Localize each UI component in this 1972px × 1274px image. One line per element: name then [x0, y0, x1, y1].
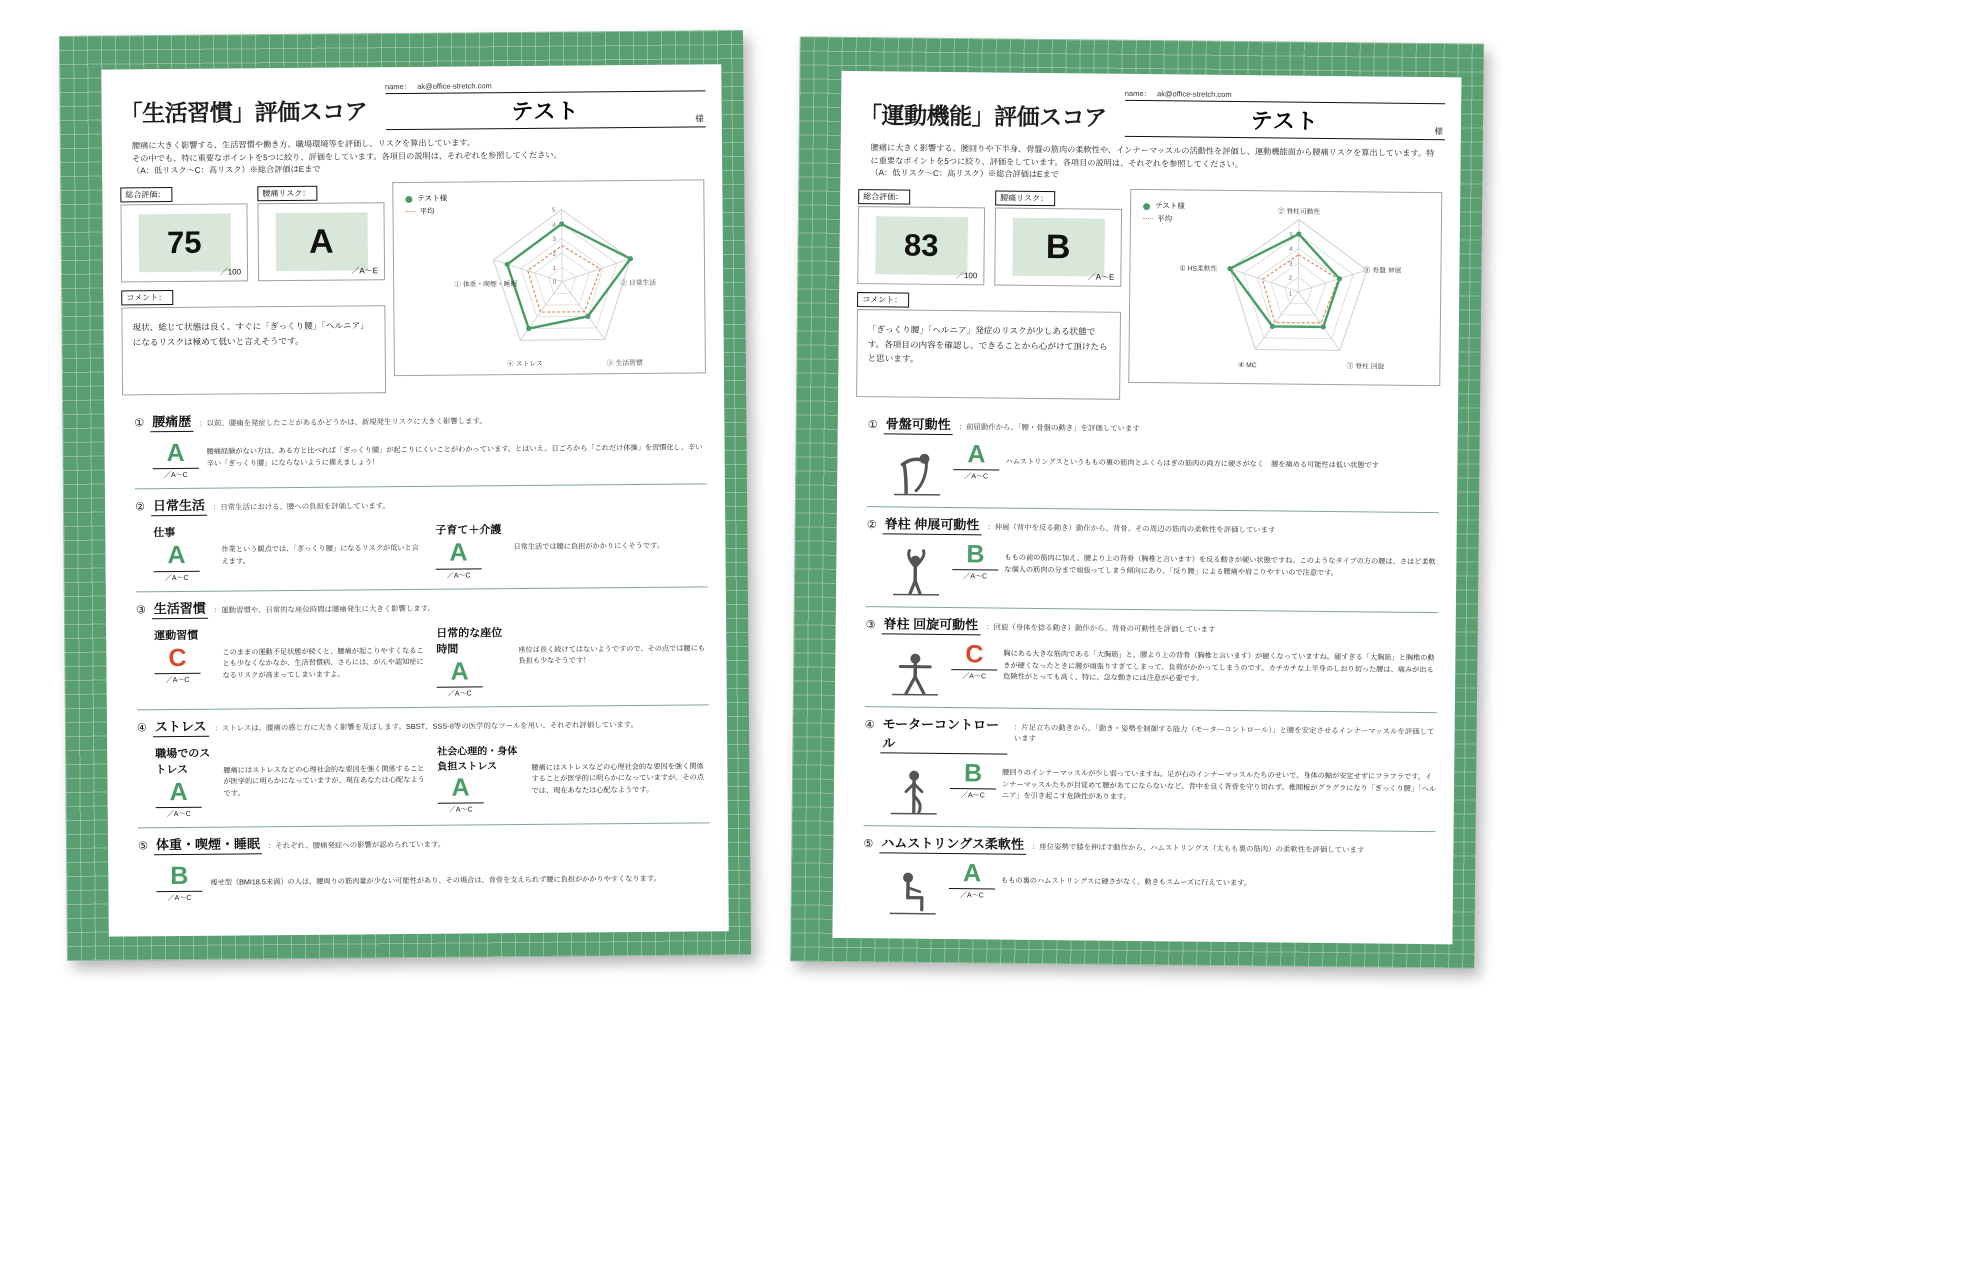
section-4-item-1-wrap: [155, 743, 428, 820]
section-1: [134, 400, 707, 489]
r-section-1-grade: [953, 441, 999, 482]
section-2-item-1-subtitle: 仕事: [153, 527, 176, 540]
name-honorific-right: 様: [1434, 126, 1443, 137]
section-3-item-1-grade-value: C: [168, 643, 187, 672]
risk-grade-value-right: B: [1012, 218, 1105, 277]
person-twist-icon: [887, 641, 946, 700]
section-5-title: 体重・喫煙・睡眠: [154, 833, 262, 855]
chart-legend-right: [1143, 200, 1185, 226]
r-section-2-desc: ：伸展（背中を反る動き）動作から、背骨、その周辺の筋肉の柔軟性を評価しています: [987, 522, 1276, 535]
comment-text: 現状、総じて状態は良く、すぐに「ぎっくり腰」「ヘルニア」 になるリスクは極めて低いと言えそうです。: [121, 305, 386, 395]
svg-text:5: 5: [552, 207, 556, 214]
name-label: name：: [384, 81, 412, 92]
svg-text:3: 3: [1289, 261, 1293, 268]
r-section-1-body: [867, 434, 1440, 504]
r-section-3-grade-scale: ／A〜C: [951, 669, 997, 681]
legend-self-right: [1143, 200, 1185, 213]
section-4-item-2-text: 腰痛にはストレスなどの心理社会的な要因を強く関係することが医学的に明らかになっていますが、その点では、現在あなたは心配なようです。: [531, 761, 705, 795]
section-4-item-1-grade: [155, 779, 201, 820]
r-section-5-grade: [949, 860, 995, 901]
chart-legend: [405, 193, 447, 219]
legend-avg-label: 平均: [419, 206, 435, 216]
section-4-item-1-grade-value: A: [169, 777, 188, 806]
person-seated-leg-icon: [885, 859, 944, 918]
section-3-body: [136, 614, 709, 701]
r-section-4-body: [864, 753, 1437, 823]
section-2-item-2-grade-value: A: [449, 538, 468, 567]
person-forward-bend-icon: [889, 441, 948, 500]
section-4-number: ④: [136, 722, 147, 735]
total-score-block: [120, 183, 248, 282]
total-score-cell: [120, 203, 248, 282]
svg-text:1: 1: [1288, 291, 1293, 298]
section-2-desc: ：日常生活における、腰への負担を評価しています。: [212, 501, 390, 513]
total-score-label: 総合評価：: [120, 187, 172, 202]
section-3-item-2-wrap: [436, 622, 709, 699]
section-2-body: [135, 512, 708, 583]
r-section-2-grade-value: B: [966, 540, 985, 569]
section-4-item-2-subtitle: 社会心理的・身体負担ストレス: [437, 745, 518, 773]
name-block-right: [1124, 88, 1445, 140]
r-section-4-grade: [950, 760, 996, 801]
r-section-3-text: 胸にある大きな筋肉である「大胸筋」と、腰より上の背骨（胸椎と言います）が硬くなっていますね。硬すぎる「大胸筋」と胸椎の動きが硬くなったときに腰が頑張りすぎてしまって、負荷がかかってしまうのです。カチカチな上半身のしおり切った腰は、痛みが出る危険性がとっても高く、特に、急な動きには注意が必要です。: [1003, 648, 1435, 683]
r-section-5-body: [863, 853, 1436, 923]
r-section-4-head: [864, 713, 1436, 759]
motor-radar-chart: [1128, 189, 1442, 386]
score-row: [120, 182, 385, 282]
person-one-leg-icon: [886, 759, 945, 818]
section-4-item-1-text: 腰痛にはストレスなどの心理社会的な要因を強く関係することが医学的に明らかになっていますが、現在あなたは心配なようです。: [223, 763, 425, 798]
section-4-desc: ：ストレスは、腰痛の感じ方に大きく影響を及ぼします。SBST、SSS-8等の医学的なツールを用い、それぞれ評価しています。: [214, 719, 638, 733]
section-3-item-2-text: 座位は長く続けてはないようですので、その点では腰にも負担も少なそうです！: [518, 642, 706, 666]
section-3-item-1-wrap: [154, 624, 426, 685]
section-5-grade-scale: ／A〜C: [156, 891, 202, 903]
section-1-grade-value: A: [166, 439, 185, 468]
svg-text:2: 2: [1288, 275, 1293, 282]
section-1-title: 腰痛歴: [150, 411, 193, 432]
name-value-right: テスト: [1250, 108, 1319, 134]
section-4-item-1: [155, 743, 428, 820]
total-score-unit: ／100: [219, 267, 242, 277]
summary-left-column: [120, 182, 386, 395]
left-summary: [102, 179, 724, 395]
svg-text:3: 3: [552, 236, 556, 243]
radar-axis-label-r4: ④ MC: [1238, 362, 1257, 370]
section-1-grade: [153, 440, 199, 481]
r-section-3-number: ③: [865, 619, 876, 632]
radar-axis-label-r2: ③ 骨盤 伸展: [1363, 267, 1402, 275]
comment-text-right: 「ぎっくり腰」「ヘルニア」発症のリスクが少しある状態で す。各項目の内容を確認し、できることから心がけて頂けたら と思います。: [856, 309, 1121, 400]
legend-self-label: テスト様: [417, 193, 448, 203]
risk-grade-value: A: [275, 212, 368, 271]
r-section-5-text: ももの裏のハムストリングスに硬さがなく、動きもスムーズに行えています。: [1000, 875, 1251, 888]
r-section-3-title: 脊柱 回旋可動性: [881, 613, 980, 635]
section-2-item-2: [435, 520, 707, 581]
page-title: 「生活習慣」評価スコア: [119, 98, 368, 127]
section-4-item-1-grade-scale: ／A〜C: [156, 807, 202, 819]
total-score-unit-right: ／100: [955, 271, 978, 281]
legend-avg-label-right: 平均: [1156, 214, 1173, 224]
section-3-item-1-subtitle: 運動習慣: [154, 629, 199, 642]
r-section-5-number: ⑤: [863, 838, 874, 851]
r-section-2-number: ②: [866, 519, 877, 532]
radar-axis-label-4: ④ ストレス: [506, 360, 543, 369]
section-1-desc: ：以前、腰痛を発症したことがあるかどうかは、新規発生リスクに大きく影響します。: [199, 416, 487, 428]
section-5-text: 痩せ型（BMI18.5未満）の人は、腰周りの筋肉量が少ない可能性があり、その場合は、背骨を支えられず腰に負担がかかりやすくなります。: [210, 873, 661, 887]
section-1-number: ①: [134, 417, 145, 430]
section-2-title: 日常生活: [151, 495, 207, 516]
r-section-3: [865, 607, 1438, 713]
section-1-body: [134, 427, 706, 480]
section-3-item-2-grade: [436, 658, 482, 699]
name-value: テスト: [511, 98, 580, 125]
section-2-item-2-grade-scale: ／A〜C: [436, 568, 482, 580]
name-mail-right: ak@office-stretch.com: [1157, 89, 1232, 99]
section-2-item-1-grade-value: A: [167, 541, 186, 570]
radar-axis-label-r1: ② 脊柱可動性: [1277, 208, 1321, 217]
section-2-item-1-wrap: [153, 522, 425, 583]
section-1-grade-scale: ／A〜C: [153, 468, 199, 480]
total-score-value: 75: [138, 214, 231, 273]
section-1-text: 腰痛経験がない方は、ある方と比べれば「ぎっくり腰」が起こりにくいことがわかっています。とはいえ、日ごろから「これだけ体操」を習慣化し、辛い辛い「ぎっくり腰」にならないように備えましょう！: [206, 442, 703, 468]
section-2-number: ②: [135, 501, 146, 514]
r-section-4-title: モーターコントロール: [880, 713, 1008, 754]
r-section-4-grade-value: B: [963, 759, 983, 788]
risk-grade-block-right: [994, 188, 1122, 287]
section-3-item-2-grade-scale: ／A〜C: [437, 686, 483, 698]
r-section-3-body: [865, 634, 1438, 704]
r-section-1-grade-scale: ／A〜C: [953, 469, 999, 481]
section-2-item-2-subtitle: 子育て＋介護: [435, 524, 502, 538]
intro-text: 腰痛に大きく影響する、生活習慣や働き方、職場環境等を評価し、リスクを算出しています。 その中でも、特に重要なポイントを5つに絞り、評価をしています。各項目の説明は、それぞれを参照してください。 （A：低リスク〜C：高リスク）※総合評価はEまで: [131, 138, 562, 176]
legend-self-label-right: テスト様: [1155, 201, 1185, 211]
r-section-4-desc: ：片足立ちの動きから、「動き・姿勢を制御する能力（モーターコントロール）」と腰を安定させるインナーマッスルを評価しています: [1013, 722, 1435, 744]
section-2-item-1: [153, 522, 425, 583]
section-2-item-1-grade: [153, 542, 199, 583]
name-honorific: 様: [695, 113, 704, 124]
section-4-item-1-subtitle: 職場でのストレス: [155, 747, 211, 777]
r-section-2-title: 脊柱 伸展可動性: [883, 513, 982, 535]
legend-self-marker-icon-right: [1143, 203, 1150, 210]
section-3-item-1-grade-scale: ／A〜C: [155, 673, 201, 685]
section-2-item-2-wrap: [435, 520, 664, 580]
risk-grade-unit-right: ／A〜E: [1087, 272, 1115, 282]
r-section-5: [863, 826, 1436, 931]
r-section-1-grade-value: A: [967, 440, 986, 469]
name-mail: ak@office-stretch.com: [417, 81, 492, 91]
r-section-5-title: ハムストリングス柔軟性: [879, 832, 1026, 855]
r-section-4-text: 腰回りのインナーマッスルが少し弱っていますね。足が右のインナーマッスルたちのせいで、身体の軸が安定せずにフラフラです。インナーマッスルたちが目覚めて腰があてにならないなど、背中を良く背骨を守り切れず、椎間板がグラグラになり「ぎっくり腰」「ヘルニア」を引き起こす危険性があります。: [1001, 767, 1437, 802]
total-score-block-right: [857, 186, 985, 285]
section-4-item-2-grade-value: A: [451, 773, 470, 802]
section-3-desc: ：運動習慣や、日常的な座位時間は腰痛発生に大きく影響します。: [213, 603, 435, 615]
radar-axis-label-r5: ① HS柔軟性: [1179, 265, 1218, 273]
r-section-5-grade-value: A: [962, 859, 982, 888]
section-4: [137, 705, 710, 828]
total-score-value-right: 83: [875, 216, 968, 275]
r-section-5-desc: ：座位姿勢で膝を伸ばす動作から、ハムストリングス（太もも裏の筋肉）の柔軟性を評価しています: [1031, 842, 1365, 855]
section-5-item: [156, 858, 710, 903]
section-2-item-2-grade: [435, 540, 481, 581]
total-score-label-right: 総合評価：: [858, 189, 910, 205]
right-sections: [833, 397, 1458, 931]
r-section-2: [866, 507, 1439, 613]
r-section-2-body: [866, 534, 1439, 604]
section-2-item-2-text: 日常生活では腰に負担がかかりにくそうです。: [513, 541, 664, 552]
section-3-item-1-grade: [154, 644, 200, 685]
section-4-body: [137, 732, 710, 819]
legend-self: [405, 193, 447, 206]
section-5-number: ⑤: [138, 840, 148, 853]
section-2-item-1-grade-scale: ／A〜C: [154, 570, 200, 582]
radar-axis-label-2: ② 日常生活: [620, 279, 657, 288]
section-5-grade-value: B: [170, 862, 189, 891]
risk-grade-unit: ／A〜E: [351, 266, 379, 276]
r-section-1-title: 骨盤可動性: [884, 413, 953, 435]
risk-grade-label-right: 腰痛リスク：: [995, 191, 1055, 207]
r-section-2-grade-scale: ／A〜C: [952, 569, 998, 581]
section-4-item-2-grade-scale: ／A〜C: [438, 802, 484, 814]
section-5: [138, 823, 711, 911]
svg-text:5: 5: [1289, 232, 1293, 239]
lifestyle-radar-chart: [392, 179, 706, 376]
person-back-bend-icon: [888, 541, 947, 600]
section-4-title: ストレス: [153, 716, 209, 737]
legend-avg-marker-icon: [406, 211, 416, 212]
left-page: [101, 64, 729, 936]
legend-avg-marker-icon-right: [1143, 218, 1153, 219]
svg-text:1: 1: [552, 265, 557, 272]
section-2: [135, 485, 708, 592]
left-header: [101, 64, 722, 136]
legend-self-marker-icon: [405, 196, 412, 203]
svg-text:4: 4: [552, 222, 556, 229]
section-5-body: [138, 850, 710, 903]
intro-text-right: 腰痛に大きく影響する、腰回りや下半身、骨盤の筋肉の柔軟性や、インナーマッスルの活動性を評価し、運動機能面から腰痛リスクを算出しています。特に重要なポイントを5つに絞り、評価をしています。各項目の説明は、それぞれを参照してください。 （A：低リスク〜C：高リスク）※総合評価はEまで: [870, 143, 1435, 180]
section-4-item-2-wrap: [437, 740, 710, 815]
section-3-number: ③: [135, 603, 146, 616]
name-block: [385, 78, 706, 130]
svg-text:0: 0: [552, 279, 557, 286]
r-section-3-desc: ：回旋（身体を捻る動き）動作から、背骨の可動性を評価しています: [986, 622, 1216, 634]
section-3-title: 生活習慣: [152, 597, 208, 618]
section-3-item-2: [436, 622, 709, 699]
radar-axis-label-1: ① 体重・喫煙・睡眠: [454, 281, 518, 289]
risk-grade-cell-right: [994, 208, 1122, 287]
section-3: [136, 587, 709, 710]
section-3-item-1-text: このままの運動不足状態が続くと、腰痛が起こりやすくなることも少なくなかなか、生活習慣病、さらには、がんや認知症になるリスクが高まってしまいますよ。: [222, 645, 424, 680]
radar-axis-label-3: ③ 生活習慣: [606, 360, 643, 368]
comment-label-right: コメント：: [857, 292, 909, 308]
right-header: [841, 71, 1462, 144]
legend-avg-right: [1143, 213, 1185, 226]
section-4-item-2: [437, 740, 710, 817]
total-score-cell-right: [857, 206, 985, 285]
r-section-1-desc: ：前屈動作から、「腰・骨盤の動き」を評価しています: [958, 422, 1140, 434]
r-section-1-number: ①: [867, 419, 878, 432]
risk-grade-label: 腰痛リスク：: [257, 186, 317, 202]
name-value-row: [385, 91, 706, 130]
name-label-right: name：: [1124, 88, 1152, 99]
comment-label: コメント：: [121, 290, 173, 305]
r-section-4-number: ④: [864, 719, 875, 732]
r-section-1: [867, 407, 1440, 513]
risk-grade-block: [257, 182, 385, 281]
score-row-right: [857, 186, 1122, 287]
section-4-item-2-grade: [437, 774, 483, 815]
section-1-item: [153, 435, 707, 480]
right-summary: [838, 186, 1460, 403]
svg-text:2: 2: [552, 251, 556, 258]
section-5-desc: ：それぞれ、腰痛発症への影響が認められています。: [267, 839, 446, 851]
radar-axis-label-r3: ③ 脊柱 回旋: [1346, 363, 1385, 371]
r-section-3-grade: [951, 641, 997, 682]
right-page: [832, 71, 1461, 944]
r-section-4-grade-scale: ／A〜C: [950, 788, 996, 800]
risk-grade-cell: [257, 202, 385, 281]
section-2-item-1-text: 作業という観点では、「ぎっくり腰」になるリスクが低いと言えます。: [221, 543, 420, 566]
section-5-grade: [156, 863, 202, 904]
section-3-item-2-grade-value: A: [450, 657, 469, 686]
r-section-1-text: ハムストリングスというももの裏の筋肉とふくらはぎの筋肉の両方に硬さがなく 腰を痛める可能性は低い状態です: [1005, 456, 1379, 470]
name-value-row-right: [1124, 101, 1445, 140]
r-section-4: [864, 707, 1437, 832]
legend-avg: [405, 205, 447, 218]
section-3-item-2-subtitle: 日常的な座位時間: [436, 626, 503, 656]
r-section-3-grade-value: C: [965, 640, 984, 669]
section-3-item-1: [154, 624, 427, 701]
summary-left-column-right: [856, 186, 1122, 400]
left-sheet: [59, 30, 751, 961]
left-sections: [104, 390, 728, 912]
r-section-2-text: ももの前の筋肉に加え、腰より上の背骨（胸椎と言います）を反る動きが硬い状態ですね。このようなタイプの方の腰は、さほど柔軟な個人の筋肉の分まで頑張ってしまう傾向にあり、「反り腰」による腰痛や肩こりやすいので注意です。: [1004, 552, 1436, 577]
r-section-2-grade: [952, 541, 998, 582]
page-title-right: 「運動機能」評価スコア: [858, 102, 1107, 131]
svg-text:4: 4: [1289, 246, 1293, 253]
right-sheet: [790, 36, 1484, 968]
r-section-5-grade-scale: ／A〜C: [949, 888, 995, 900]
